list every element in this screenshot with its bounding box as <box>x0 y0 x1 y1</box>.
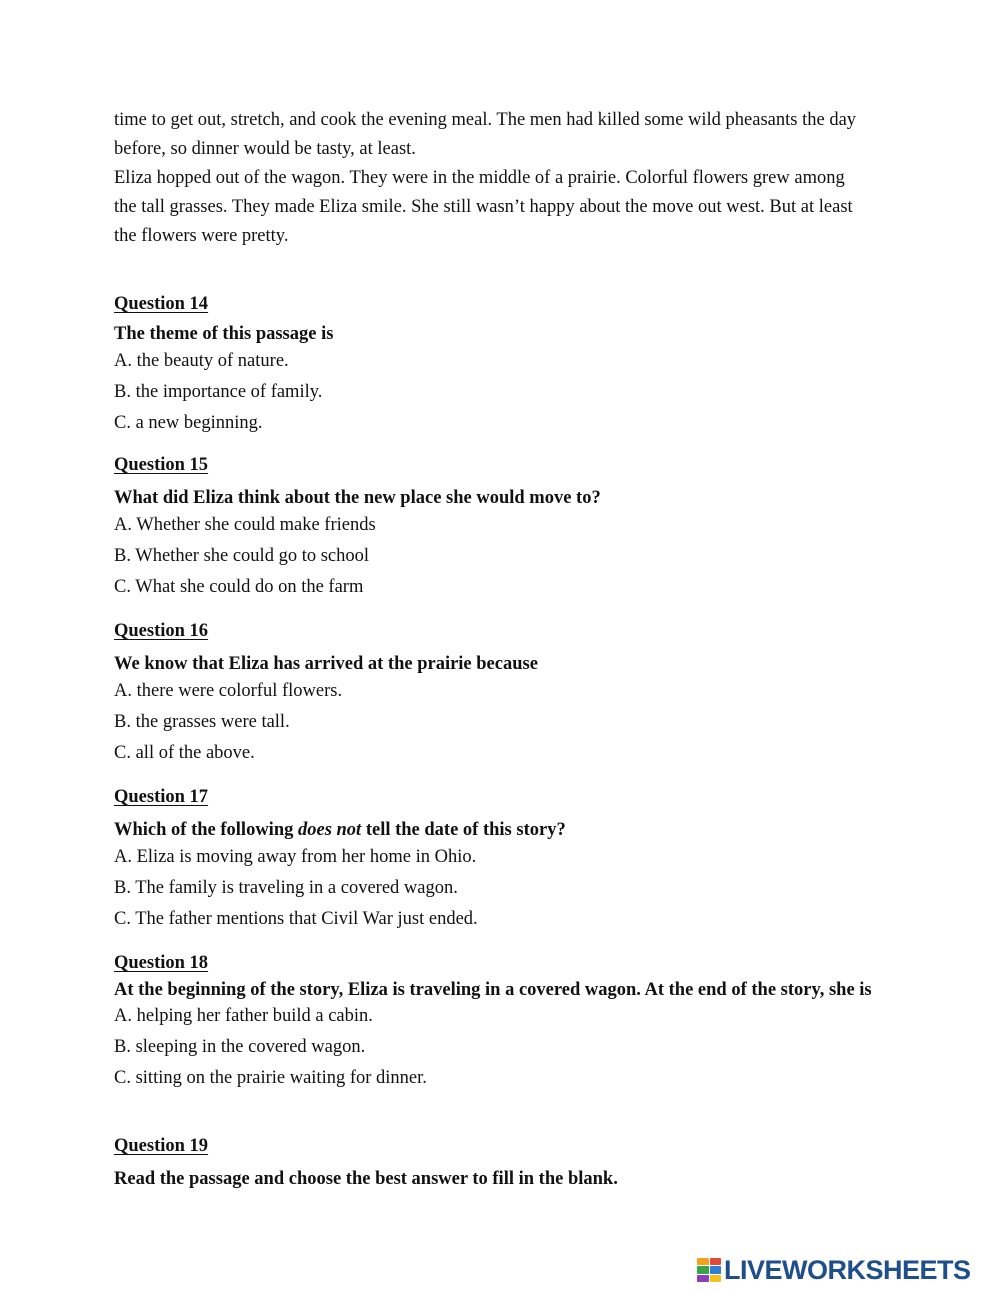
question-stem: What did Eliza think about the new place she would move to? <box>114 488 601 508</box>
logo-mark-block <box>710 1258 722 1265</box>
stem-emphasis: does not <box>297 820 362 840</box>
answer-option-a[interactable]: A. there were colorful flowers. <box>114 681 343 701</box>
liveworksheets-logo <box>697 1257 971 1283</box>
answer-options <box>114 346 890 439</box>
answer-option-c[interactable]: C. all of the above. <box>114 743 255 763</box>
worksheet-page <box>114 106 890 1189</box>
question-stem <box>114 818 890 842</box>
answer-option-c[interactable]: C. a new beginning. <box>114 413 263 433</box>
passage-line: Eliza hopped out of the wagon. They were in the middle of a prairie. Colorful flowers grew among <box>114 168 845 188</box>
question-stem: The theme of this passage is <box>114 324 334 344</box>
liveworksheets-logo-icon <box>697 1258 721 1282</box>
answer-option-c[interactable]: C. What she could do on the farm <box>114 577 364 597</box>
logo-mark-block <box>697 1266 709 1273</box>
answer-options <box>114 676 890 769</box>
logo-mark-block <box>697 1258 709 1265</box>
logo-mark-block <box>710 1275 722 1282</box>
stem-text: tell the date of this story? <box>361 820 566 840</box>
answer-option-b[interactable]: B. sleeping in the covered wagon. <box>114 1037 366 1057</box>
passage-line: the tall grasses. They made Eliza smile. She still wasn’t happy about the move out west. But at least <box>114 197 853 217</box>
answer-option-a[interactable]: A. helping her father build a cabin. <box>114 1006 373 1026</box>
question-19 <box>114 1134 890 1191</box>
passage-line: before, so dinner would be tasty, at least. <box>114 139 416 159</box>
stem-text: Which of the following <box>114 820 298 840</box>
answer-options <box>114 510 890 603</box>
answer-option-c[interactable]: C. The father mentions that Civil War just ended. <box>114 909 478 929</box>
question-heading: Question 15 <box>114 455 209 475</box>
question-17 <box>114 785 890 935</box>
logo-wordmark: LIVEWORKSHEETS <box>724 1255 971 1285</box>
logo-mark-block <box>710 1266 722 1273</box>
question-heading: Question 16 <box>114 621 209 641</box>
question-stem: We know that Eliza has arrived at the prairie because <box>114 654 538 674</box>
answer-options <box>114 1001 890 1094</box>
question-18 <box>114 951 890 1094</box>
question-heading: Question 19 <box>114 1136 209 1156</box>
question-heading: Question 18 <box>114 953 209 973</box>
question-heading: Question 17 <box>114 787 209 807</box>
passage-line: the flowers were pretty. <box>114 226 289 246</box>
answer-option-b[interactable]: B. Whether she could go to school <box>114 546 370 566</box>
question-14 <box>114 292 890 439</box>
passage-excerpt <box>114 106 890 251</box>
answer-option-a[interactable]: A. Eliza is moving away from her home in Ohio. <box>114 847 477 867</box>
answer-option-b[interactable]: B. the grasses were tall. <box>114 712 290 732</box>
answer-option-b[interactable]: B. The family is traveling in a covered wagon. <box>114 878 458 898</box>
question-heading: Question 14 <box>114 294 209 314</box>
answer-option-b[interactable]: B. the importance of family. <box>114 382 323 402</box>
answer-option-c[interactable]: C. sitting on the prairie waiting for dinner. <box>114 1068 427 1088</box>
logo-mark-block <box>697 1275 709 1282</box>
answer-option-a[interactable]: A. Whether she could make friends <box>114 515 376 535</box>
question-stem: At the beginning of the story, Eliza is traveling in a covered wagon. At the end of the story, she is <box>114 980 872 1000</box>
question-stem: Read the passage and choose the best answer to fill in the blank. <box>114 1169 618 1189</box>
question-15 <box>114 453 890 603</box>
answer-option-a[interactable]: A. the beauty of nature. <box>114 351 289 371</box>
passage-line: time to get out, stretch, and cook the evening meal. The men had killed some wild pheasants the day <box>114 110 857 130</box>
answer-options <box>114 842 890 935</box>
question-16 <box>114 619 890 769</box>
